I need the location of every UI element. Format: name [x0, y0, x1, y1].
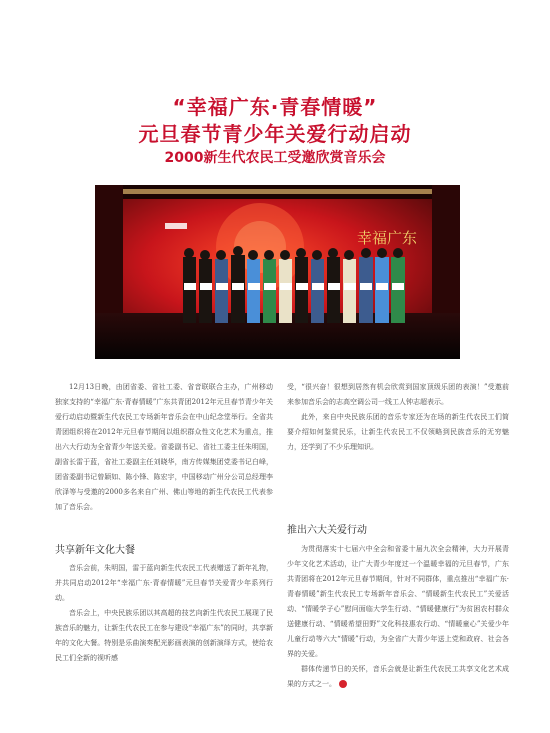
right-paragraph-4	[287, 662, 509, 692]
right-heading: 推出六大关爱行动	[287, 525, 367, 536]
right-paragraph-4-text: 群体传递节日的关怀，音乐会就是让新生代农民工共享文化艺术成果的方式之一。	[287, 665, 509, 688]
right-column-top	[287, 380, 509, 455]
left-paragraph-3: 音乐会上，中央民族乐团以其高超的技艺向新生代农民工展现了民族音乐的魅力，让新生代农民工在参与建设“幸福广东”的同时，共享新年的文化大餐。特别是乐曲演奏配光影画表演的创新演绎方式，使给农民工们全新的视听感	[55, 609, 273, 662]
left-column-top	[55, 380, 273, 515]
right-paragraph-continued: 受，“很兴奋！很想到居然有机会欣赏到国家顶级乐团的表演！”受邀前来参加音乐会的志高空调公司一线工人钟志超表示。	[287, 383, 509, 406]
left-paragraph-2: 音乐会前，朱明国，雷于蓝向新生代农民工代表赠送了新年礼物，并共同启动2012年“幸福广东·青春情暖”元旦春节关爱青少年系列行动。	[55, 564, 273, 602]
right-paragraph-2: 此外，来自中央民族乐团的音乐专家还为在场的新生代农民工们简要介绍如何鉴赏民乐，让新生代农民工不仅领略到民族音乐的无穷魅力，还学到了不少乐理知识。	[287, 413, 509, 451]
right-paragraph-3: 为贯彻落实十七届六中全会和省委十届九次全会精神，大力开展青少年文化艺术活动，让广大青少年度过一个温暖幸福的元旦春节，广东共青团将在2012年元旦春节期间，针对不同群体，重点推出“幸福广东·青春情暖”新生代农民工专场新年音乐会、“情暖新生代农民工”关爱活动、“情暖学子心”慰问面临大学生行动、“情暖健康行”为贫困农村群众送健康行动、“情暖希望田野”文化科技惠农行动、“情暖童心”关爱少年儿童行动等六大“情暖”行动，为全省广大青少年送上党和政府、社会各界的关爱。	[287, 545, 509, 658]
subtitle: 2000新生代农民工受邀欣赏音乐会	[164, 150, 386, 166]
event-photo	[95, 185, 460, 359]
title-line-2: 元旦春节青少年关爱行动启动	[138, 122, 412, 146]
left-heading: 共享新年文化大餐	[55, 545, 135, 556]
title-line-1: “幸福广东·青春情暖”	[172, 95, 378, 119]
end-mark-icon	[339, 680, 347, 688]
left-column-bottom	[55, 561, 273, 666]
stage-banner-text: 幸福广东	[357, 229, 418, 247]
right-column-bottom	[287, 542, 509, 692]
left-paragraph-1: 12月13日晚，由团省委、省社工委、省音联联合主办，广州移动独家支持的“幸福广东·青春情暖”广东共青团2012年元旦春节青少年关爱行动启动暨新生代农民工专场新年音乐会在中山纪念堂举行。全省共青团组织将在2012年元旦春节期间以组织群众性文化艺术为重点，推出六大行动为全省青少年送关爱。省委副书记、省社工委主任朱明国，副省长雷于蓝，省社工委副主任刘晓华，南方传媒集团党委书记白峰，团省委副书记曾颖如、陈小锋、陈宏宇，中国移动广州分公司总经理李欣泽等与受邀的2000多名来自广州、佛山等地的新生代农民工代表参加了音乐会。	[55, 383, 273, 511]
